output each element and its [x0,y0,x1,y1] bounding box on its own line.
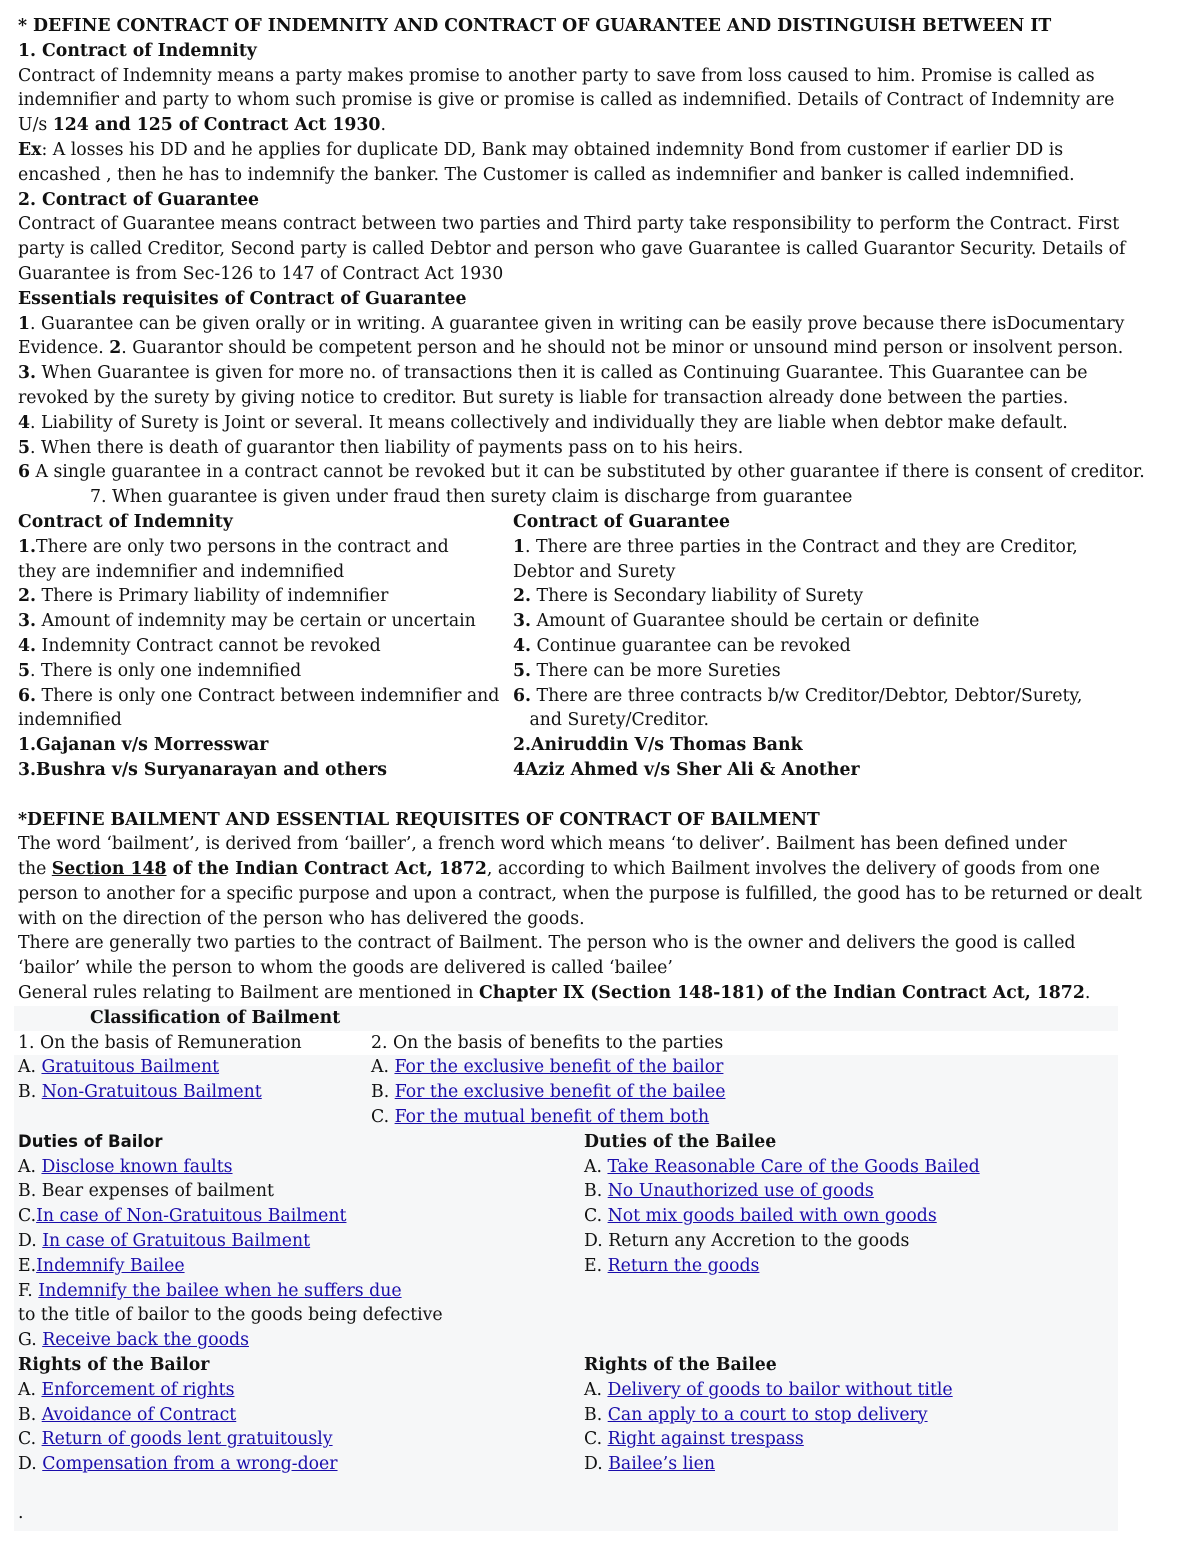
no-unauthorized-use-link[interactable]: No Unauthorized use of goods [607,1181,874,1202]
list-item: C. For the mutual benefit of them both [371,1107,710,1128]
comparison-row: indemnified and Surety/Creditor. [18,710,709,731]
guarantee-para-line: Guarantee is from Sec-126 to 147 of Contract Act 1930 [18,263,504,284]
stop-delivery-link[interactable]: Can apply to a court to stop delivery [607,1404,928,1425]
comparison-row: 5. There is only one indemnified 5. There can be more Sureties [18,660,781,681]
case-law: 1.Gajanan v/s Morresswar [18,735,269,756]
list-item: G. Receive back the goods [18,1330,249,1351]
list-item: B. Can apply to a court to stop delivery [584,1404,928,1425]
list-item: B. Avoidance of Contract [18,1404,237,1425]
example-label: Ex [18,139,42,160]
list-item: B. Bear expenses of bailment [18,1181,274,1202]
indemnity-para-line: U/s 124 and 125 of Contract Act 1930. [18,115,386,136]
benefit-bailee-link[interactable]: For the exclusive benefit of the bailee [394,1082,726,1103]
list-item: E. Return the goods [584,1255,760,1276]
classification-right-head: 2. On the basis of benefits to the parties [371,1032,724,1053]
list-item: A. Delivery of goods to bailor without title [584,1379,953,1400]
indemnity-subheading: 1. Contract of Indemnity [18,40,257,61]
list-item: B. Non-Gratuitous Bailment [18,1082,262,1103]
indemnity-para-line: Contract of Indemnity means a party makes promise to another party to save from loss caused to him. Promise is called as [18,65,1095,86]
list-item: C. Return of goods lent gratuitously [18,1429,333,1450]
document-page [18,14,1145,1531]
essential-item: 3. When Guarantee is given for more no. of transactions then it is called as Continuing Guarantee. This Guarantee can be [18,363,1088,384]
essential-item: 5. When there is death of guarantor then liability of payments pass on to his heirs. [18,437,744,458]
bailment-para-line: with on the direction of the person who has delivered the goods. [18,908,585,929]
comparison-row: 6. There is only one Contract between indemnifier and 6. There are three contracts b/w Creditor/Debtor, Debtor/Surety, [18,685,1083,706]
compare-left-head: Contract of Indemnity [18,511,233,532]
bailment-para-line: General rules relating to Bailment are mentioned in Chapter IX (Section 148-181) of the Indian Contract Act, 1872. [18,983,1091,1004]
list-item: C. Right against trespass [584,1429,804,1450]
essential-item: 6 A single guarantee in a contract cannot be revoked but it can be substituted by other guarantee if there is consent of creditor. [18,462,1145,483]
example-line: encashed , then he has to indemnify the banker. The Customer is called as indemnifier and banker is called indemnified. [18,164,1075,185]
list-item: F. Indemnify the bailee when he suffers due [18,1280,402,1301]
list-item: to the title of bailor to the goods being defective [18,1305,443,1326]
indemnify-bailee-link[interactable]: Indemnify Bailee [36,1255,185,1276]
mutual-benefit-link[interactable]: For the mutual benefit of them both [394,1107,710,1128]
list-item: B. For the exclusive benefit of the bailee [371,1082,726,1103]
classification-heads [18,1031,1118,1056]
bailment-para-line: The word ‘bailment’, is derived from ‘bailler’, a french word which means ‘to deliver’. Bailment has been defined under [18,834,1067,855]
classification-left-head: 1. On the basis of Remuneration [18,1032,302,1053]
disclose-faults-link[interactable]: Disclose known faults [41,1156,233,1177]
essential-item: 1. Guarantee can be given orally or in writing. A guarantee given in writing can be easily prove because there isDocumentary [18,313,1125,334]
non-gratuitous-bailment-link[interactable]: Non-Gratuitous Bailment [41,1082,262,1103]
gratuitous-case-link[interactable]: In case of Gratuitous Bailment [42,1231,311,1252]
bailment-heading: *DEFINE BAILMENT AND ESSENTIAL REQUISITES OF CONTRACT OF BAILMENT [18,809,820,830]
indemnify-defective-title-link[interactable]: Indemnify the bailee when he suffers due [38,1280,402,1301]
comparison-table [18,510,1118,535]
non-gratuitous-case-link[interactable]: In case of Non-Gratuitous Bailment [36,1206,347,1227]
classification-title: Classification of Bailment [14,1006,1118,1031]
list-item: C. Not mix goods bailed with own goods [584,1206,937,1227]
chapter-reference: Chapter IX (Section 148-181) of the Indian Contract Act, 1872 [479,983,1085,1004]
comparison-row: they are indemnifier and indemnified Debtor and Surety [18,561,676,582]
bailment-para-line: the Section 148 of the Indian Contract Act, 1872, according to which Bailment involves the delivery of goods from one [18,859,1100,880]
guarantee-subheading: 2. Contract of Guarantee [18,189,260,210]
comparison-row: 1.There are only two persons in the contract and 1. There are three parties in the Contract and they are Creditor, [18,536,1078,557]
compare-right-head: Contract of Guarantee [513,511,730,532]
example-line: Ex: A losses his DD and he applies for duplicate DD, Bank may obtained indemnity Bond from customer if earlier DD is [18,139,1064,160]
list-item: E.Indemnify Bailee [18,1255,185,1276]
bailee-lien-link[interactable]: Bailee’s lien [608,1454,716,1475]
gratuitous-bailment-link[interactable]: Gratuitous Bailment [41,1057,220,1078]
list-item: A. Take Reasonable Care of the Goods Bailed [584,1156,980,1177]
essential-item: 4. Liability of Surety is Joint or several. It means collectively and individually they are liable when debtor make default. [18,412,1068,433]
delivery-without-title-link[interactable]: Delivery of goods to bailor without title [607,1379,953,1400]
act-reference: 124 and 125 of Contract Act 1930 [52,115,381,136]
duties-bailor-head: Duties of Bailor [18,1131,163,1151]
section-reference: Section 148 [51,859,167,880]
right-against-trespass-link[interactable]: Right against trespass [607,1429,804,1450]
rights-bailor-head: Rights of the Bailor [18,1355,210,1376]
case-law: 4Aziz Ahmed v/s Sher Ali & Another [513,759,860,780]
essential-item: 7. When guarantee is given under fraud then surety claim is discharge from guarantee [90,487,853,508]
list-item: A. For the exclusive benefit of the bailor [371,1057,724,1078]
bailment-para-line: person to another for a specific purpose and upon a contract, when the purpose is fulfilled, the good has to be returned or dealt [18,883,1142,904]
benefit-bailor-link[interactable]: For the exclusive benefit of the bailor [394,1057,724,1078]
list-item: C.In case of Non-Gratuitous Bailment [18,1206,347,1227]
list-item: A. Enforcement of rights [18,1379,235,1400]
end-mark: . [18,1503,24,1524]
bailment-para-line: There are generally two parties to the contract of Bailment. The person who is the owner and delivers the good is called [18,933,1076,954]
case-law: 3.Bushra v/s Suryanarayan and others [18,759,387,780]
duties-bailee-head: Duties of the Bailee [584,1131,777,1152]
return-goods-link[interactable]: Return the goods [607,1255,760,1276]
list-item: D. Bailee’s lien [584,1454,716,1475]
compensation-wrongdoer-link[interactable]: Compensation from a wrong-doer [42,1454,338,1475]
guarantee-para-line: Contract of Guarantee means contract between two parties and Third party take responsibility to perform the Contract. First [18,214,1120,235]
avoidance-contract-link[interactable]: Avoidance of Contract [41,1404,237,1425]
list-item: A. Gratuitous Bailment [18,1057,220,1078]
reasonable-care-link[interactable]: Take Reasonable Care of the Goods Bailed [607,1156,980,1177]
list-item: D. Compensation from a wrong-doer [18,1454,338,1475]
list-item: D. In case of Gratuitous Bailment [18,1231,311,1252]
case-law-row [18,733,1118,758]
bailment-para-line: ‘bailor’ while the person to whom the goods are delivered is called ‘bailee’ [18,958,673,979]
comparison-row: 2. There is Primary liability of indemnifier 2. There is Secondary liability of Surety [18,586,864,607]
list-item: A. Disclose known faults [18,1156,233,1177]
receive-back-goods-link[interactable]: Receive back the goods [42,1330,249,1351]
essential-item: revoked by the surety by giving notice to creditor. But surety is liable for transaction already done between the parties. [18,387,1069,408]
case-law-row [18,758,1118,783]
list-item: D. Return any Accretion to the goods [584,1231,910,1252]
rights-bailee-head: Rights of the Bailee [584,1355,777,1376]
guarantee-para-line: party is called Creditor, Second party is called Debtor and person who gave Guarantee is called Guarantor Security. Details of [18,239,1126,260]
comparison-row: 3. Amount of indemnity may be certain or uncertain 3. Amount of Guarantee should be certain or definite [18,611,980,632]
indemnity-para-line: indemnifier and party to whom such promise is give or promise is called as indemnified. Details of Contract of Indemnity are [18,90,1115,111]
indemnity-heading: * DEFINE CONTRACT OF INDEMNITY AND CONTRACT OF GUARANTEE AND DISTINGUISH BETWEEN IT [18,16,1052,36]
enforcement-rights-link[interactable]: Enforcement of rights [41,1379,235,1400]
essentials-heading: Essentials requisites of Contract of Guarantee [18,288,467,309]
list-item: B. No Unauthorized use of goods [584,1181,874,1202]
case-law: 2.Aniruddin V/s Thomas Bank [513,735,803,756]
not-mix-goods-link[interactable]: Not mix goods bailed with own goods [607,1206,937,1227]
return-lent-goods-link[interactable]: Return of goods lent gratuitously [41,1429,333,1450]
classification-list [14,1055,1118,1531]
essential-item: Evidence. 2. Guarantor should be competent person and he should not be minor or unsound mind person or insolvent person. [18,338,1124,359]
comparison-row: 4. Indemnity Contract cannot be revoked 4. Continue guarantee can be revoked [18,635,851,656]
